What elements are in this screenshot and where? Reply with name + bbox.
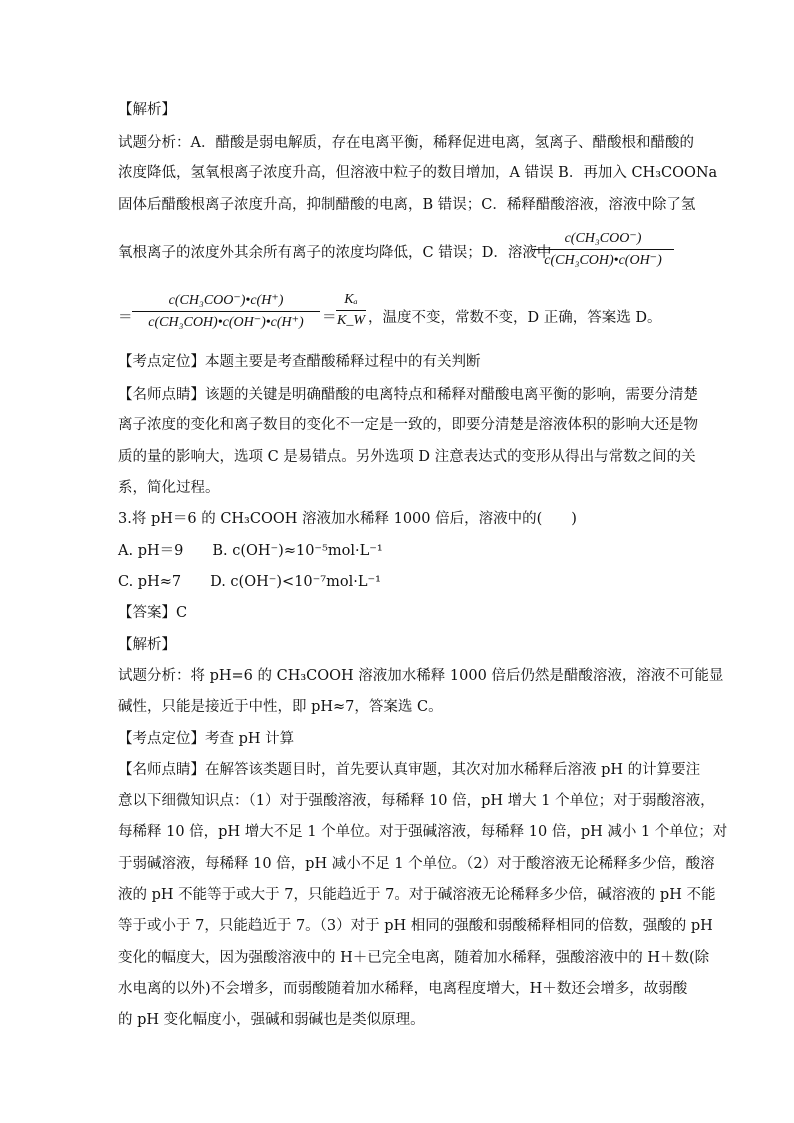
- fraction-3: [336, 292, 366, 329]
- paragraph-line: 水电离的以外)不会增多，而弱酸随着加水稀释，电离程度增大，H＋数还会增多，故弱酸: [118, 981, 688, 997]
- question-stem: 3.将 pH＝6 的 CH₃COOH 溶液加水稀释 1000 倍后，溶液中的( ): [118, 511, 577, 527]
- paragraph-line: 等于或小于 7，只能趋近于 7。（3）对于 pH 相同的强酸和弱酸稀释相同的倍数，强酸的 pH: [118, 918, 713, 934]
- paragraph-line: 系，简化过程。: [118, 480, 220, 496]
- paragraph-line: 质的量的影响大，选项 C 是易错点。另外选项 D 注意表达式的变形从得出与常数之间的关: [118, 449, 696, 465]
- fraction-1-denominator: c(CH₃COH)•c(OH⁻): [544, 253, 662, 268]
- paragraph-line: 每稀释 10 倍，pH 增大不足 1 个单位。对于强碱溶液，每稀释 10 倍，pH 减小 1 个单位；对: [118, 824, 728, 840]
- fraction-1-numerator: c(CH₃COO⁻): [564, 231, 642, 246]
- fraction-2: [132, 292, 320, 331]
- paragraph-line: 意以下细微知识点：（1）对于强酸溶液，每稀释 10 倍，pH 增大 1 个单位；对于弱酸溶液，: [118, 793, 715, 809]
- section-heading-analysis: 【解析】: [118, 637, 176, 653]
- section-heading-analysis: 【解析】: [118, 102, 176, 118]
- fraction-2-denominator: c(CH₃COH)•c(OH⁻)•c(H⁺): [148, 315, 304, 330]
- paragraph-line: 浓度降低，氢氧根离子浓度升高，但溶液中粒子的数目增加，A 错误 B．再加入 CH₃COONa: [118, 165, 718, 181]
- fraction-2-numerator: c(CH₃COO⁻)•c(H⁺): [168, 293, 284, 308]
- paragraph-line: 【名师点睛】在解答该类题目时，首先要认真审题，其次对加水稀释后溶液 pH 的计算要注: [118, 762, 701, 778]
- paragraph-line: 试题分析：A．醋酸是弱电解质，存在电离平衡，稀释促进电离，氢离子、醋酸根和醋酸的: [118, 135, 694, 151]
- question-options-cd: C. pH≈7 D. c(OH⁻)<10⁻⁷mol·L⁻¹: [118, 574, 381, 590]
- equation-conclusion: ，温度不变，常数不变，D 正确，答案选 D。: [368, 310, 662, 326]
- fraction-1: [532, 230, 674, 269]
- fraction-3-numerator: Kₐ: [344, 292, 358, 307]
- paragraph-line: 离子浓度的变化和离子数目的变化不一定是一致的，即要分清楚是溶液体积的影响大还是物: [118, 417, 698, 433]
- paragraph-line: 于弱碱溶液，每稀释 10 倍，pH 减小不足 1 个单位。（2）对于酸溶液无论稀释多少倍，酸溶: [118, 856, 715, 872]
- paragraph-line: 的 pH 变化幅度小，强碱和弱碱也是类似原理。: [118, 1012, 425, 1028]
- paragraph-line: 变化的幅度大，因为强酸溶液中的 H＋已完全电离，随着加水稀释，强酸溶液中的 H＋数(除: [118, 950, 710, 966]
- paragraph-line: 试题分析：将 pH=6 的 CH₃COOH 溶液加水稀释 1000 倍后仍然是醋酸溶液，溶液不可能显: [118, 668, 724, 684]
- paragraph-line: 固体后醋酸根离子浓度升高，抑制醋酸的电离，B 错误；C．稀释醋酸溶液，溶液中除了氢: [118, 197, 696, 213]
- paragraph-line: 碱性，只能是接近于中性，即 pH≈7，答案选 C。: [118, 699, 443, 715]
- question-options-ab: A. pH＝9 B. c(OH⁻)≈10⁻⁵mol·L⁻¹: [118, 543, 383, 559]
- section-heading-kaodian: 【考点定位】考查 pH 计算: [118, 731, 295, 747]
- paragraph-line: 【名师点睛】该题的关键是明确醋酸的电离特点和稀释对醋酸电离平衡的影响，需要分清楚: [118, 387, 698, 403]
- equation-equals: ＝: [322, 310, 337, 326]
- section-heading-kaodian: 【考点定位】本题主要是考查醋酸稀释过程中的有关判断: [118, 354, 481, 370]
- paragraph-line: 液的 pH 不能等于或大于 7，只能趋近于 7。对于碱溶液无论稀释多少倍，碱溶液的 pH 不能: [118, 887, 716, 903]
- answer-line: 【答案】C: [118, 605, 188, 621]
- paragraph-line: 氧根离子的浓度外其余所有离子的浓度均降低，C 错误；D．溶液中: [118, 245, 552, 261]
- equation-equals: ＝: [118, 310, 133, 326]
- fraction-3-denominator: K_W: [337, 313, 365, 328]
